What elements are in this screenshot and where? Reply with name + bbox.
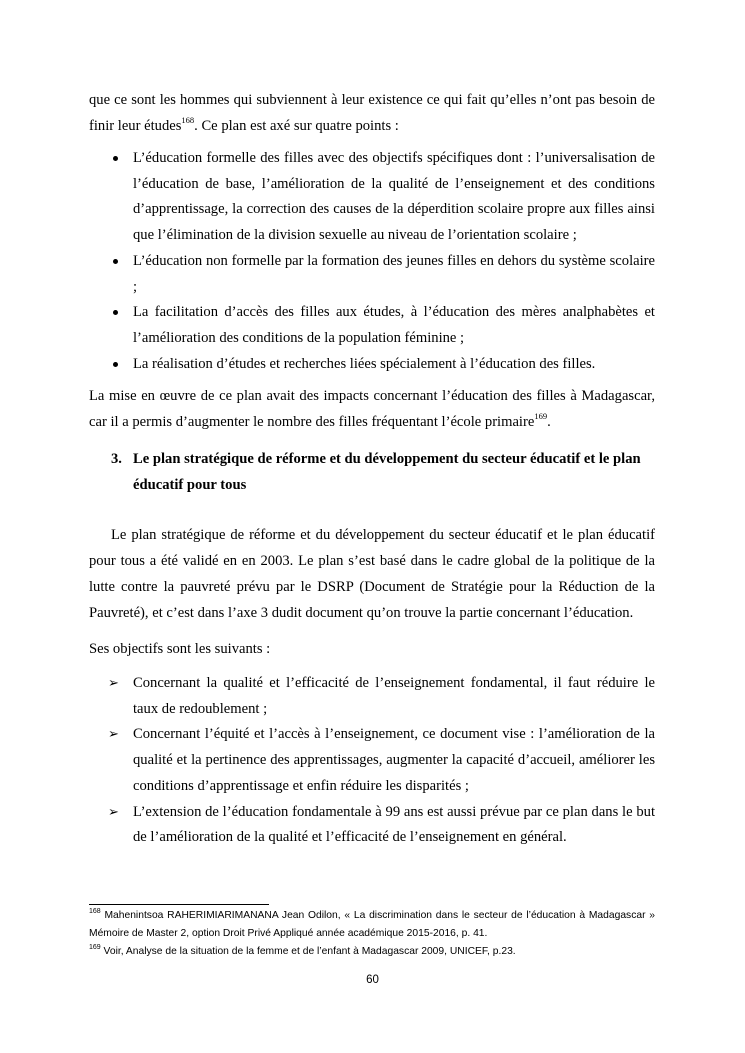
bullet-icon	[113, 362, 118, 367]
section-heading	[111, 446, 655, 498]
bullet-icon	[113, 310, 118, 315]
impact-paragraph: La mise en œuvre de ce plan avait des impacts concernant l’éducation des filles à Madagascar, car il a permis d’augmenter le nombre des filles fréquentant l’école primaire$^{169}$.	[89, 388, 655, 430]
footnote-168: $^{168}$ Mahenintsoa RAHERIMIARIMANANA Jean Odilon, « La discrimination dans le secteur de l’éducation à Madagascar » Mémoire de Master 2, option Droit Privé Appliqué année académique 2015-2016, p. 41.	[89, 907, 655, 939]
list-item: L’éducation formelle des filles avec des objectifs spécifiques dont : l’universalisation de l’éducation de base, l’amélioration de la qualité de l’enseignement et des conditions d’apprentissage, la correction des causes de la déperdition scolaire propre aux filles ainsi que l’élimination de la division sexuelle au niveau de l’orientation scolaire ;	[89, 146, 655, 249]
section-title: Le plan stratégique de réforme et du développement du secteur éducatif et le plan éducatif pour tous	[133, 451, 641, 493]
bullet-icon	[113, 259, 118, 264]
list-item: ➢ Concernant la qualité et l’efficacité de l’enseignement fondamental, il faut réduire le taux de redoublement ;	[89, 671, 655, 722]
footnote-ref-168[interactable]: 168	[181, 115, 195, 126]
arrow-bullet-icon: ➢	[108, 727, 119, 743]
bullet-icon	[113, 156, 118, 161]
list-item: ➢ L’extension de l’éducation fondamentale à 99 ans est aussi prévue par ce plan dans le but de l’amélioration de la qualité et l’efficacité de l’enseignement en général.	[89, 800, 655, 851]
section-number: 3.	[111, 451, 122, 467]
intro-paragraph: que ce sont les hommes qui subviennent à leur existence ce qui fait qu’elles n’ont pas besoin de finir leur études$^{168}$. Ce plan est axé sur quatre points :	[89, 92, 655, 134]
footnote-ref-169[interactable]: 169	[534, 411, 548, 422]
body-paragraph: Le plan stratégique de réforme et du développement du secteur éducatif et le plan éducatif pour tous a été validé en en 2003. Le plan s’est basé dans le cadre global de la politique de la lutte contre la pauvreté prévu par le DSRP (Document de Stratégie pour la Réduction de la Pauvreté), et c’est dans l’axe 3 dudit document qu’on trouve la partie concernant l’éducation.	[89, 527, 655, 621]
footnote-169: $^{169}$ Voir, Analyse de la situation de la femme et de l’enfant à Madagascar 2009, UNICEF, p.23.	[89, 943, 516, 957]
arrow-bullet-icon: ➢	[108, 676, 119, 691]
arrow-bullet-icon: ➢	[108, 804, 119, 820]
list-item: L’éducation non formelle par la formation des jeunes filles en dehors du système scolaire ;	[89, 249, 655, 300]
list-item: La réalisation d’études et recherches liées spécialement à l’éducation des filles.	[89, 352, 655, 378]
objectives-list	[89, 671, 655, 851]
objectives-intro: Ses objectifs sont les suivants :	[89, 641, 271, 657]
points-list	[89, 146, 655, 377]
page-number: 60	[366, 974, 379, 986]
footnote-separator	[89, 904, 269, 905]
list-item: ➢ Concernant l’équité et l’accès à l’enseignement, ce document vise : l’amélioration de la qualité et la pertinence des apprentissages, augmenter la capacité d’accueil, améliorer les conditions d’apprentissage et enfin réduire les disparités ;	[89, 722, 655, 799]
list-item: La facilitation d’accès des filles aux études, à l’éducation des mères analphabètes et l’amélioration des conditions de la population féminine ;	[89, 300, 655, 351]
